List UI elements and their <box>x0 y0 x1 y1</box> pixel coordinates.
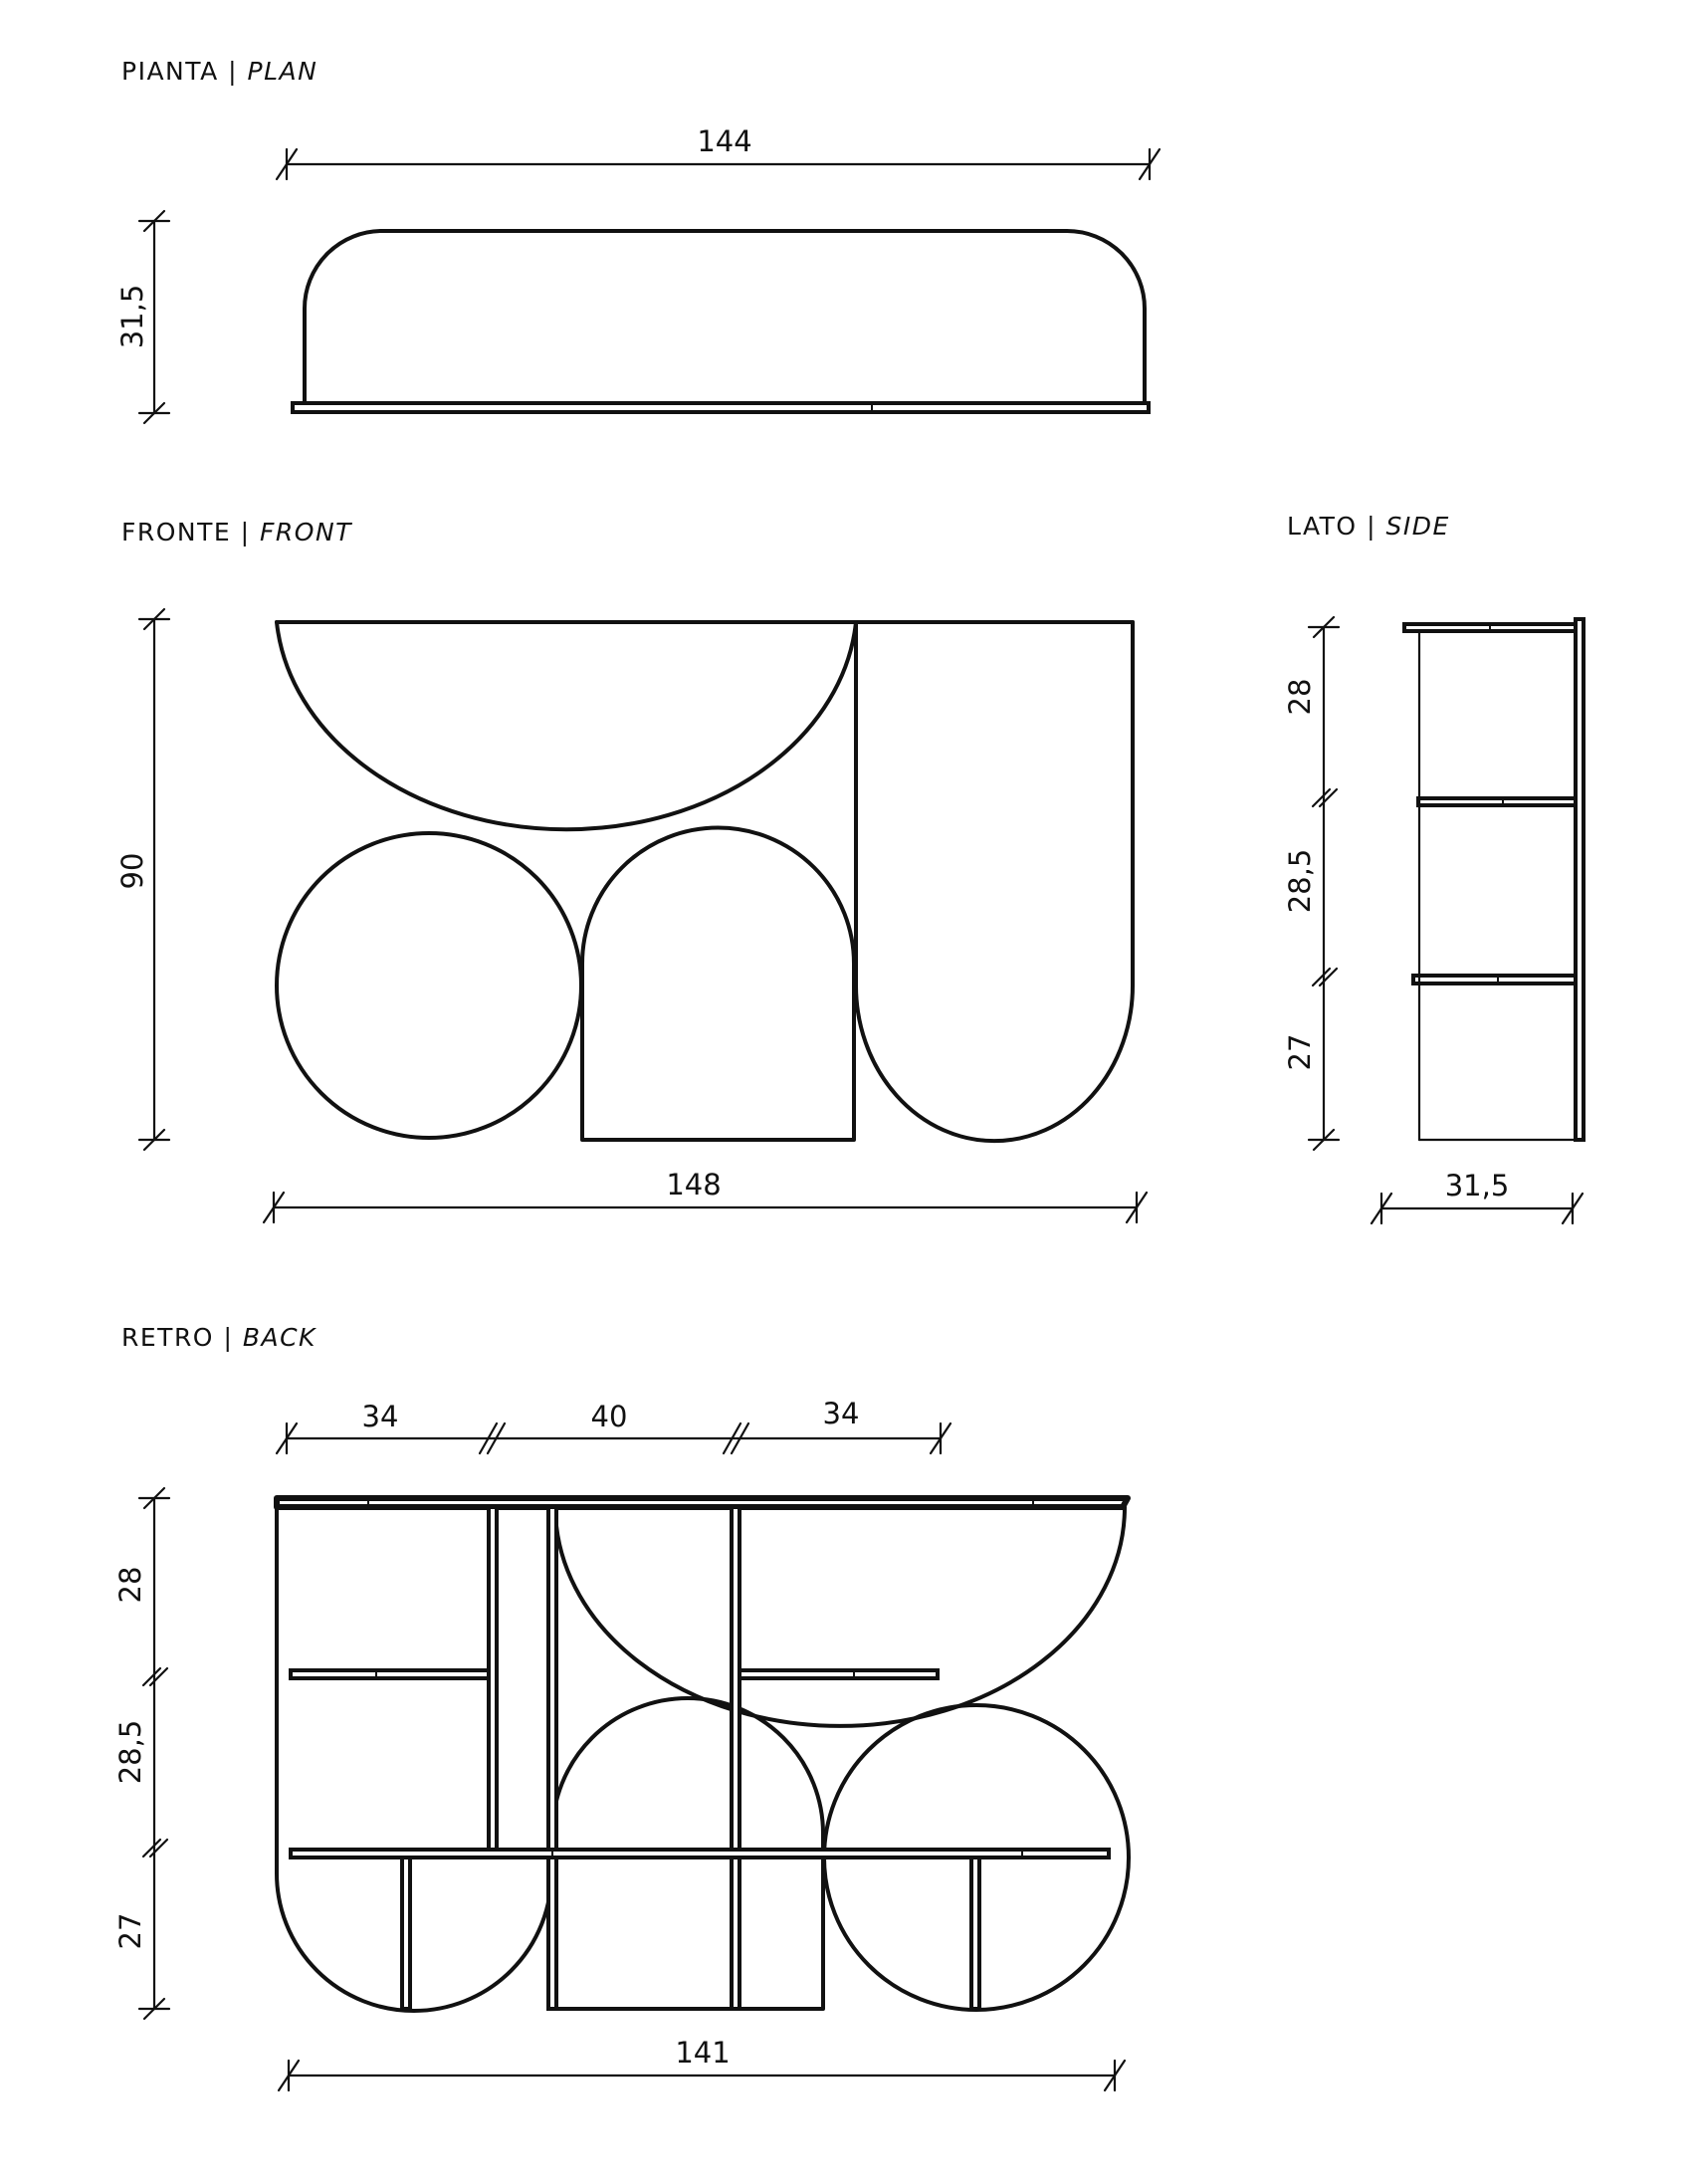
side-mid-shelf <box>1418 798 1576 805</box>
plan-depth-value: 31,5 <box>115 284 149 349</box>
side-title: LATO | SIDE <box>1287 512 1450 541</box>
side-low-shelf <box>1413 976 1576 983</box>
back-tier-mid-value: 28,5 <box>113 1719 147 1785</box>
back-post-low-left <box>402 1857 410 2009</box>
back-post-center-right <box>732 1507 740 2009</box>
side-depth-value: 31,5 <box>1444 1169 1510 1202</box>
side-back-panel <box>1576 619 1584 1140</box>
front-arch <box>582 828 854 1141</box>
front-half-moon <box>277 622 856 829</box>
side-depth-dimension <box>1372 1169 1583 1223</box>
back-col-right-value: 34 <box>822 1397 860 1430</box>
side-tier-mid-value: 28,5 <box>1283 848 1317 914</box>
front-width-value: 148 <box>666 1168 722 1201</box>
plan-width-value: 144 <box>697 124 752 158</box>
plan-outline <box>305 231 1145 403</box>
back-left-shape <box>277 1507 551 2011</box>
side-view <box>1283 512 1584 1223</box>
back-title: RETRO | BACK <box>121 1323 317 1352</box>
front-height-dimension <box>115 609 169 1150</box>
back-tier-top-value: 28 <box>113 1566 147 1604</box>
front-circle <box>277 833 581 1138</box>
back-shelf-mid-right <box>740 1670 938 1678</box>
front-width-dimension <box>264 1168 1147 1222</box>
back-view <box>113 1323 1129 2090</box>
back-top-panel <box>277 1498 1128 1507</box>
side-tier-bottom-value: 27 <box>1283 1033 1317 1071</box>
back-post-low-right <box>971 1857 979 2009</box>
back-width-value: 141 <box>675 2036 731 2070</box>
plan-width-dimension <box>277 124 1160 179</box>
plan-back-panel <box>293 403 1149 412</box>
back-shelf-low <box>291 1850 1109 1857</box>
back-col-mid-value: 40 <box>590 1400 628 1433</box>
back-half-moon <box>555 1507 1125 1726</box>
back-height-dimension <box>113 1488 169 2019</box>
back-shelf-mid-left <box>291 1670 489 1678</box>
plan-view <box>115 57 1160 423</box>
front-height-value: 90 <box>115 852 149 890</box>
back-col-left-value: 34 <box>361 1400 399 1433</box>
side-tier-top-value: 28 <box>1283 678 1317 716</box>
front-column <box>856 622 1133 1141</box>
side-unit <box>1404 619 1584 1140</box>
back-column-dimensions <box>277 1397 951 1453</box>
back-tier-bottom-value: 27 <box>113 1912 147 1950</box>
plan-depth-dimension <box>115 211 169 423</box>
back-unit <box>277 1498 1129 2011</box>
front-view <box>115 518 1147 1222</box>
side-height-dimension <box>1283 617 1339 1150</box>
back-width-dimension <box>279 2036 1125 2090</box>
back-post-center-left <box>548 1507 556 2009</box>
plan-title: PIANTA | PLAN <box>121 57 318 86</box>
front-title: FRONTE | FRONT <box>121 518 352 546</box>
